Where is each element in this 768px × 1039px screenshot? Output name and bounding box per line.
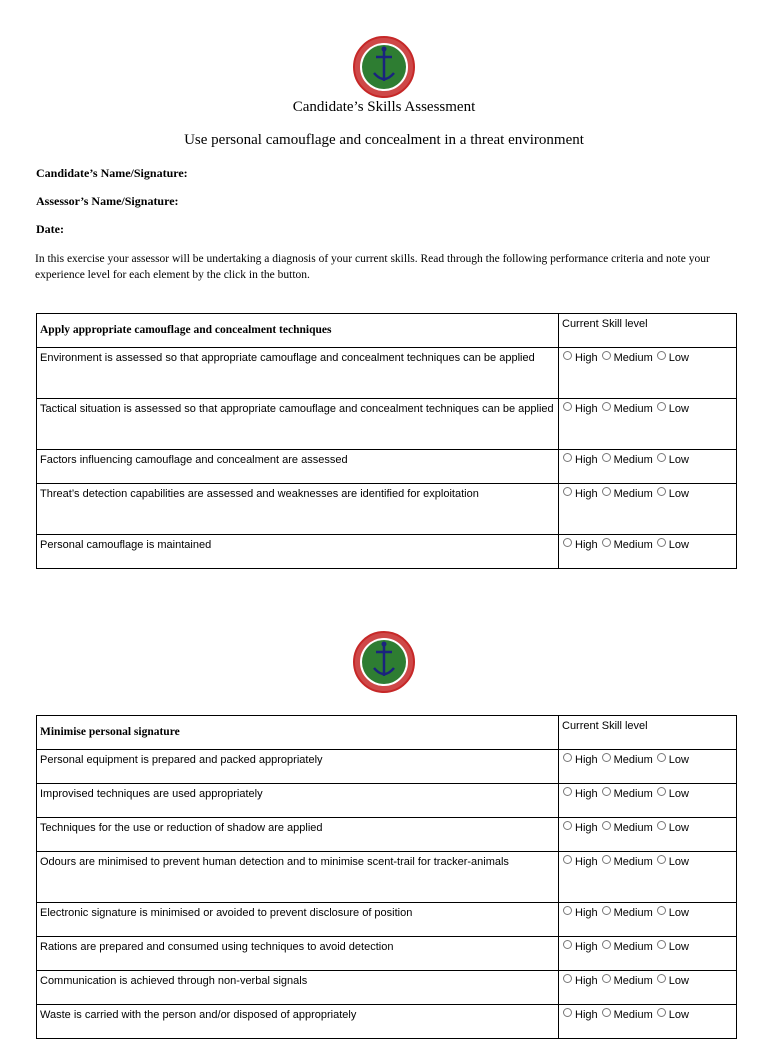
skill-level-options xyxy=(559,818,737,852)
table-row xyxy=(37,450,737,484)
radio-circle-icon[interactable] xyxy=(563,538,572,547)
table-row xyxy=(37,852,737,903)
radio-option-medium[interactable] xyxy=(601,820,656,837)
radio-option-low[interactable] xyxy=(656,939,692,956)
table-row xyxy=(37,937,737,971)
radio-option-medium[interactable] xyxy=(601,854,656,871)
skill-level-options xyxy=(559,484,737,535)
radio-circle-icon[interactable] xyxy=(657,453,666,462)
radio-option-high[interactable] xyxy=(562,452,601,469)
radio-option-high[interactable] xyxy=(562,350,601,367)
radio-circle-icon[interactable] xyxy=(563,906,572,915)
emblem-logo-top xyxy=(352,35,416,99)
criteria-table-1 xyxy=(36,313,737,569)
radio-circle-icon[interactable] xyxy=(602,351,611,360)
radio-option-high[interactable] xyxy=(562,486,601,503)
radio-option-high[interactable] xyxy=(562,854,601,871)
skill-level-options xyxy=(559,903,737,937)
criterion-text: Personal camouflage is maintained xyxy=(37,535,559,569)
radio-option-high[interactable] xyxy=(562,401,601,418)
radio-option-medium[interactable] xyxy=(601,452,656,469)
radio-circle-icon[interactable] xyxy=(563,940,572,949)
radio-label: Medium xyxy=(613,788,653,800)
skill-level-options xyxy=(559,450,737,484)
radio-label: High xyxy=(575,539,598,551)
radio-label: Medium xyxy=(613,488,653,500)
radio-label: High xyxy=(575,975,598,987)
radio-circle-icon[interactable] xyxy=(563,453,572,462)
criterion-text: Rations are prepared and consumed using techniques to avoid detection xyxy=(37,937,559,971)
radio-option-low[interactable] xyxy=(656,905,692,922)
radio-option-medium[interactable] xyxy=(601,786,656,803)
radio-option-high[interactable] xyxy=(562,905,601,922)
radio-circle-icon[interactable] xyxy=(563,753,572,762)
radio-option-high[interactable] xyxy=(562,786,601,803)
radio-circle-icon[interactable] xyxy=(563,855,572,864)
radio-circle-icon[interactable] xyxy=(602,1008,611,1017)
criteria-table-2 xyxy=(36,715,737,1039)
radio-circle-icon[interactable] xyxy=(657,351,666,360)
radio-option-high[interactable] xyxy=(562,752,601,769)
radio-circle-icon[interactable] xyxy=(602,538,611,547)
skill-level-options xyxy=(559,852,737,903)
radio-label: Low xyxy=(668,1009,689,1021)
radio-circle-icon[interactable] xyxy=(657,821,666,830)
emblem-icon xyxy=(352,35,416,99)
radio-label: Low xyxy=(668,907,689,919)
radio-label: Medium xyxy=(613,539,653,551)
radio-label: Low xyxy=(668,754,689,766)
criterion-text: Personal equipment is prepared and packed appropriately xyxy=(37,750,559,784)
radio-label: Medium xyxy=(613,352,653,364)
radio-circle-icon[interactable] xyxy=(563,351,572,360)
radio-label: High xyxy=(575,907,598,919)
radio-label: High xyxy=(575,856,598,868)
radio-circle-icon[interactable] xyxy=(602,974,611,983)
radio-label: Medium xyxy=(613,454,653,466)
skill-level-options xyxy=(559,535,737,569)
radio-circle-icon[interactable] xyxy=(563,1008,572,1017)
radio-circle-icon[interactable] xyxy=(657,855,666,864)
radio-option-high[interactable] xyxy=(562,820,601,837)
radio-label: Medium xyxy=(613,754,653,766)
radio-circle-icon[interactable] xyxy=(657,787,666,796)
radio-label: Low xyxy=(668,975,689,987)
radio-label: Medium xyxy=(613,907,653,919)
radio-label: Medium xyxy=(613,975,653,987)
radio-option-medium[interactable] xyxy=(601,486,656,503)
table-row xyxy=(37,535,737,569)
radio-circle-icon[interactable] xyxy=(602,821,611,830)
skill-level-options xyxy=(559,1005,737,1039)
radio-option-medium[interactable] xyxy=(601,973,656,990)
criterion-text: Techniques for the use or reduction of shadow are applied xyxy=(37,818,559,852)
radio-label: High xyxy=(575,754,598,766)
table-row xyxy=(37,750,737,784)
radio-circle-icon[interactable] xyxy=(563,487,572,496)
radio-option-medium[interactable] xyxy=(601,939,656,956)
radio-circle-icon[interactable] xyxy=(602,402,611,411)
radio-label: Medium xyxy=(613,856,653,868)
radio-label: High xyxy=(575,822,598,834)
radio-circle-icon[interactable] xyxy=(657,402,666,411)
radio-option-medium[interactable] xyxy=(601,350,656,367)
radio-circle-icon[interactable] xyxy=(602,906,611,915)
criterion-text: Communication is achieved through non-verbal signals xyxy=(37,971,559,1005)
radio-option-low[interactable] xyxy=(656,486,692,503)
radio-option-low[interactable] xyxy=(656,973,692,990)
emblem-icon xyxy=(352,630,416,694)
criterion-text: Odours are minimised to prevent human detection and to minimise scent-trail for tracker-animals xyxy=(37,852,559,903)
radio-circle-icon[interactable] xyxy=(563,787,572,796)
table-row xyxy=(37,348,737,399)
criterion-text: Factors influencing camouflage and concealment are assessed xyxy=(37,450,559,484)
radio-option-high[interactable] xyxy=(562,1007,601,1024)
skill-level-options xyxy=(559,971,737,1005)
radio-label: High xyxy=(575,1009,598,1021)
table-row xyxy=(37,1005,737,1039)
table-row xyxy=(37,971,737,1005)
radio-circle-icon[interactable] xyxy=(602,453,611,462)
table-row xyxy=(37,399,737,450)
radio-circle-icon[interactable] xyxy=(657,974,666,983)
criterion-text: Environment is assessed so that appropriate camouflage and concealment techniques can be applied xyxy=(37,348,559,399)
radio-label: Medium xyxy=(613,941,653,953)
candidate-name-label: Candidate’s Name/Signature: xyxy=(36,166,188,180)
radio-option-low[interactable] xyxy=(656,786,692,803)
radio-label: Low xyxy=(668,454,689,466)
criterion-text: Improvised techniques are used appropriately xyxy=(37,784,559,818)
radio-circle-icon[interactable] xyxy=(657,1008,666,1017)
skill-level-options xyxy=(559,348,737,399)
table-row xyxy=(37,484,737,535)
radio-option-low[interactable] xyxy=(656,854,692,871)
criterion-text: Waste is carried with the person and/or disposed of appropriately xyxy=(37,1005,559,1039)
radio-label: Low xyxy=(668,856,689,868)
table-heading: Apply appropriate camouflage and concealment techniques xyxy=(37,314,559,348)
skill-level-header: Current Skill level xyxy=(559,716,737,750)
radio-option-low[interactable] xyxy=(656,1007,692,1024)
radio-circle-icon[interactable] xyxy=(657,538,666,547)
radio-label: High xyxy=(575,788,598,800)
radio-option-medium[interactable] xyxy=(601,1007,656,1024)
radio-circle-icon[interactable] xyxy=(657,940,666,949)
radio-label: Medium xyxy=(613,1009,653,1021)
radio-label: Low xyxy=(668,788,689,800)
radio-label: Low xyxy=(668,352,689,364)
radio-option-low[interactable] xyxy=(656,820,692,837)
radio-option-high[interactable] xyxy=(562,973,601,990)
radio-circle-icon[interactable] xyxy=(563,402,572,411)
radio-label: Low xyxy=(668,539,689,551)
radio-label: Low xyxy=(668,822,689,834)
radio-option-low[interactable] xyxy=(656,350,692,367)
skill-level-options xyxy=(559,784,737,818)
radio-circle-icon[interactable] xyxy=(602,787,611,796)
radio-option-medium[interactable] xyxy=(601,537,656,554)
radio-option-high[interactable] xyxy=(562,537,601,554)
radio-circle-icon[interactable] xyxy=(602,940,611,949)
assessor-name-label: Assessor’s Name/Signature: xyxy=(36,194,179,208)
page-title: Candidate’s Skills Assessment xyxy=(292,99,476,115)
radio-label: Low xyxy=(668,941,689,953)
radio-circle-icon[interactable] xyxy=(563,974,572,983)
skill-level-options xyxy=(559,750,737,784)
radio-circle-icon[interactable] xyxy=(602,855,611,864)
radio-label: High xyxy=(575,488,598,500)
table-heading: Minimise personal signature xyxy=(37,716,559,750)
radio-option-low[interactable] xyxy=(656,752,692,769)
criterion-text: Electronic signature is minimised or avoided to prevent disclosure of position xyxy=(37,903,559,937)
radio-label: High xyxy=(575,941,598,953)
page-subtitle: Use personal camouflage and concealment in a threat environment xyxy=(184,132,584,148)
radio-option-high[interactable] xyxy=(562,939,601,956)
radio-label: High xyxy=(575,352,598,364)
criterion-text: Tactical situation is assessed so that appropriate camouflage and concealment techniques can be applied xyxy=(37,399,559,450)
skill-level-options xyxy=(559,937,737,971)
radio-label: High xyxy=(575,454,598,466)
table-row xyxy=(37,818,737,852)
skill-level-options xyxy=(559,399,737,450)
radio-label: Medium xyxy=(613,822,653,834)
radio-option-medium[interactable] xyxy=(601,752,656,769)
radio-option-low[interactable] xyxy=(656,537,692,554)
radio-circle-icon[interactable] xyxy=(657,906,666,915)
radio-circle-icon[interactable] xyxy=(563,821,572,830)
radio-circle-icon[interactable] xyxy=(602,487,611,496)
radio-option-medium[interactable] xyxy=(601,401,656,418)
table-row xyxy=(37,903,737,937)
radio-circle-icon[interactable] xyxy=(602,753,611,762)
date-label: Date: xyxy=(36,222,64,236)
radio-circle-icon[interactable] xyxy=(657,753,666,762)
skill-level-header: Current Skill level xyxy=(559,314,737,348)
radio-option-medium[interactable] xyxy=(601,905,656,922)
intro-paragraph: In this exercise your assessor will be undertaking a diagnosis of your current skills. Read through the following performance criteria and note your experience level for each element by the click in the button. xyxy=(35,253,710,281)
radio-label: Low xyxy=(668,403,689,415)
radio-option-low[interactable] xyxy=(656,452,692,469)
criterion-text: Threat’s detection capabilities are assessed and weaknesses are identified for exploitation xyxy=(37,484,559,535)
table-row xyxy=(37,784,737,818)
radio-circle-icon[interactable] xyxy=(657,487,666,496)
radio-option-low[interactable] xyxy=(656,401,692,418)
radio-label: Low xyxy=(668,488,689,500)
radio-label: High xyxy=(575,403,598,415)
radio-label: Medium xyxy=(613,403,653,415)
emblem-logo-bottom xyxy=(352,630,416,694)
